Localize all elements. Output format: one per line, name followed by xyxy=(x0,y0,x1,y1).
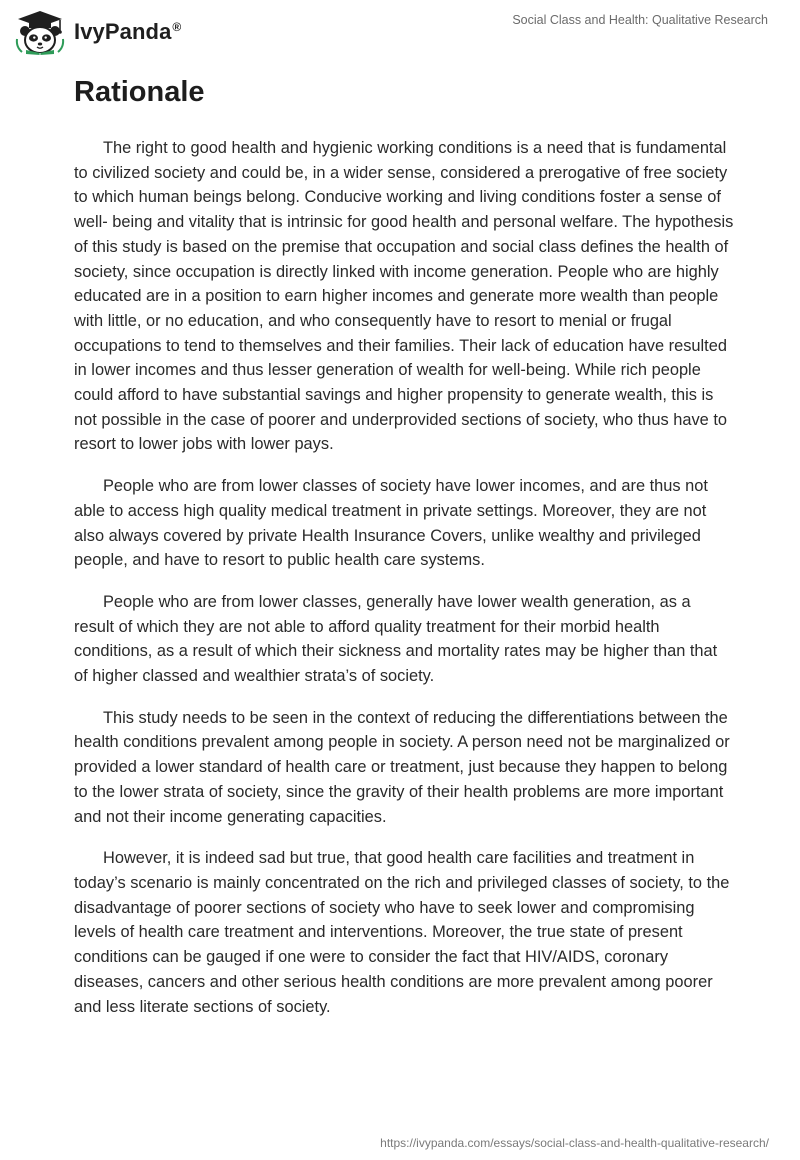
paragraph-5: However, it is indeed sad but true, that good health care facilities and treatment in today’s scenario is mainly concentrated on the rich and privileged classes of society, to the disadvantage of poorer sections of society who have to seek lower and compromising levels of health care treatment and interventions. Moreover, the true state of present conditions can be gauged if one were to consider the fact that HIV/AIDS, coronary diseases, cancers and other serious health conditions are more prevalent among poorer and less literate sections of society. xyxy=(74,849,730,1016)
paragraph-4: This study needs to be seen in the context of reducing the differentiations between the health conditions prevalent among people in society. A person need not be marginalized or provided a lower standard of health care or treatment, just because they happen to belong to the lower strata of society, since the gravity of their health problems are more important and not their income generating capacities. xyxy=(74,708,730,826)
brand-name: IvyPanda® xyxy=(74,19,182,44)
panda-graduate-logo-icon xyxy=(14,9,66,55)
paragraph-2: People who are from lower classes of society have lower incomes, and are thus not able to access high quality medical treatment in private settings. Moreover, they are not also always covered by private Health Insurance Covers, unlike wealthy and privileged people, and have to resort to public health care systems. xyxy=(74,477,708,570)
essay-content xyxy=(74,70,734,1036)
section-heading: Rationale xyxy=(74,76,205,108)
registered-mark: ® xyxy=(172,19,182,34)
brand-logo[interactable] xyxy=(14,9,181,55)
document-title: Social Class and Health: Qualitative Research xyxy=(512,13,768,27)
source-url[interactable]: https://ivypanda.com/essays/social-class-and-health-qualitative-research/ xyxy=(380,1136,769,1150)
paragraph-1: The right to good health and hygienic working conditions is a need that is fundamental to civilized society and could be, in a wider sense, considered a prerogative of free society to which human beings belong. Conducive working and living conditions foster a sense of well- being and vitality that is intrinsic for good health and personal welfare. The hypothesis of this study is based on the premise that occupation and social class defines the health of society, since occupation is directly linked with income generation. People who are highly educated are in a position to earn higher incomes and generate more wealth than people with little, or no education, and who consequently have to resort to menial or frugal occupations to tend to themselves and their families. Their lack of education have resulted in lower incomes and thus lesser generation of wealth for well-being. While rich people could afford to have substantial savings and higher propensity to generate wealth, this is not possible in the case of poorer and underprovided sections of society, who thus have to resort to lower jobs with lower pays. xyxy=(74,139,734,454)
paragraph-3: People who are from lower classes, generally have lower wealth generation, as a result of which they are not able to afford quality treatment for their morbid health conditions, as a result of which their sickness and mortality rates may be higher than that of higher classed and wealthier strata’s of society. xyxy=(74,592,718,686)
page-header xyxy=(0,0,800,62)
